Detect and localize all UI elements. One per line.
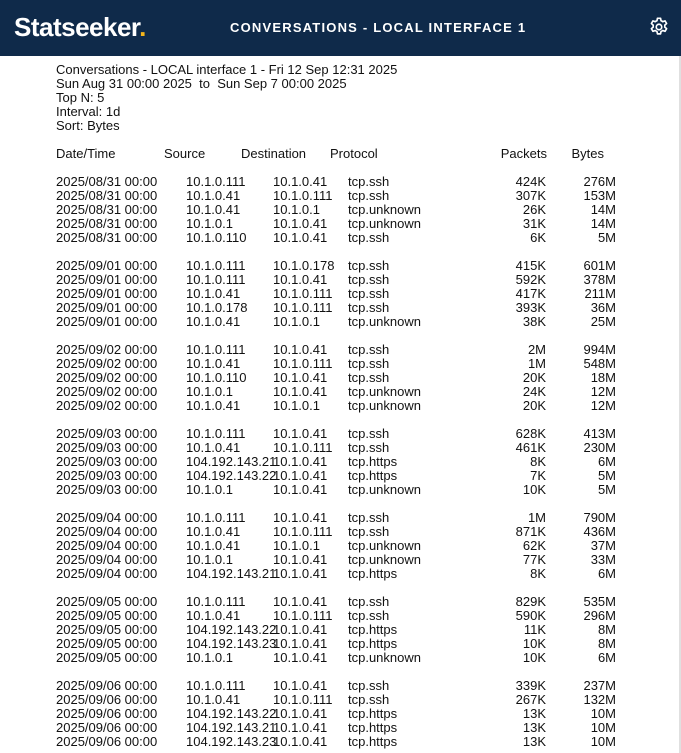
cell-destination: 10.1.0.41 [273,650,328,665]
table-row [56,693,616,707]
group-spacer [56,245,616,259]
header-packets: Packets [500,146,547,161]
table-row [56,399,616,413]
cell-datetime: 2025/09/01 00:00 [56,286,158,301]
cell-protocol: tcp.ssh [348,440,390,455]
cell-source: 10.1.0.111 [186,258,246,273]
cell-destination: 10.1.0.111 [273,188,333,203]
cell-protocol: tcp.ssh [348,692,390,707]
cell-datetime: 2025/09/01 00:00 [56,272,158,287]
cell-packets: 10K [522,636,546,651]
cell-protocol: tcp.unknown [348,202,421,217]
header-source: Source [164,146,206,161]
cell-protocol: tcp.ssh [348,188,390,203]
cell-destination: 10.1.0.111 [273,524,333,539]
table-row [56,721,616,735]
cell-destination: 10.1.0.41 [273,454,328,469]
cell-bytes: 10M [590,720,616,735]
cell-bytes: 237M [583,678,616,693]
cell-bytes: 8M [597,622,616,637]
cell-bytes: 378M [583,272,616,287]
cell-protocol: tcp.ssh [348,594,390,609]
table-row [56,287,616,301]
cell-destination: 10.1.0.1 [273,314,320,329]
cell-bytes: 18M [590,370,616,385]
cell-protocol: tcp.ssh [348,286,390,301]
cell-bytes: 37M [590,538,616,553]
cell-bytes: 132M [583,692,616,707]
cell-packets: 6K [530,230,546,245]
cell-protocol: tcp.unknown [348,482,421,497]
cell-datetime: 2025/09/04 00:00 [56,566,158,581]
header-bytes: Bytes [571,146,604,161]
cell-packets: 7K [530,468,546,483]
table-row [56,455,616,469]
cell-packets: 13K [522,706,546,721]
cell-destination: 10.1.0.41 [273,622,328,637]
table-row [56,483,616,497]
cell-bytes: 14M [590,202,616,217]
report-sort: Sort: Bytes [56,118,120,133]
cell-datetime: 2025/09/06 00:00 [56,678,158,693]
table-row [56,735,616,749]
cell-datetime: 2025/09/03 00:00 [56,426,158,441]
cell-destination: 10.1.0.41 [273,272,328,287]
table-row [56,273,616,287]
table-row [56,203,616,217]
cell-bytes: 36M [590,300,616,315]
cell-bytes: 153M [583,188,616,203]
cell-source: 104.192.143.22 [186,468,277,483]
cell-protocol: tcp.https [348,720,398,735]
cell-bytes: 6M [597,650,616,665]
cell-packets: 20K [522,370,546,385]
logo-dot: . [139,12,146,42]
table-row [56,189,616,203]
cell-protocol: tcp.https [348,468,398,483]
cell-source: 10.1.0.111 [186,272,246,287]
cell-destination: 10.1.0.111 [273,300,333,315]
cell-destination: 10.1.0.41 [273,552,328,567]
cell-source: 10.1.0.111 [186,342,246,357]
cell-bytes: 5M [597,482,616,497]
group-spacer [56,581,616,595]
cell-destination: 10.1.0.41 [273,174,328,189]
conversations-table [56,147,616,749]
cell-source: 10.1.0.41 [186,608,241,623]
cell-packets: 592K [515,272,546,287]
table-row [56,595,616,609]
cell-protocol: tcp.ssh [348,356,390,371]
cell-bytes: 6M [597,454,616,469]
header-destination: Destination [241,146,307,161]
cell-bytes: 211M [584,286,616,301]
header-datetime: Date/Time [56,146,116,161]
cell-protocol: tcp.ssh [348,426,390,441]
cell-source: 104.192.143.23 [186,734,277,749]
cell-datetime: 2025/09/01 00:00 [56,258,158,273]
top-bar [0,0,681,56]
cell-packets: 8K [530,454,546,469]
cell-source: 10.1.0.41 [186,524,241,539]
cell-bytes: 296M [583,608,616,623]
cell-source: 10.1.0.110 [186,370,247,385]
cell-packets: 424K [515,174,546,189]
table-row [56,259,616,273]
cell-source: 10.1.0.111 [186,510,246,525]
cell-protocol: tcp.ssh [348,524,390,539]
cell-source: 104.192.143.22 [186,622,277,637]
table-row [56,623,616,637]
cell-destination: 10.1.0.41 [273,426,328,441]
cell-bytes: 25M [590,314,616,329]
cell-bytes: 10M [590,734,616,749]
cell-datetime: 2025/09/02 00:00 [56,342,158,357]
report-content [0,56,681,753]
report-title: Conversations - LOCAL interface 1 - Fri 12 Sep 12:31 2025 [56,62,398,77]
cell-datetime: 2025/09/02 00:00 [56,398,158,413]
cell-packets: 38K [522,314,546,329]
cell-destination: 10.1.0.178 [273,258,335,273]
cell-packets: 393K [515,300,546,315]
cell-protocol: tcp.ssh [348,510,390,525]
cell-packets: 871K [515,524,546,539]
cell-source: 10.1.0.178 [186,300,248,315]
cell-source: 10.1.0.41 [186,440,241,455]
cell-source: 10.1.0.41 [186,538,241,553]
cell-packets: 11K [523,622,546,637]
table-row [56,651,616,665]
cell-protocol: tcp.unknown [348,384,421,399]
report-header [56,63,397,133]
cell-packets: 829K [515,594,546,609]
cell-destination: 10.1.0.1 [273,202,320,217]
cell-protocol: tcp.https [348,454,398,469]
cell-bytes: 33M [590,552,616,567]
cell-protocol: tcp.ssh [348,174,390,189]
cell-protocol: tcp.unknown [348,552,421,567]
table-row [56,231,616,245]
report-top-n: Top N: 5 [56,90,105,105]
cell-datetime: 2025/09/03 00:00 [56,482,158,497]
cell-protocol: tcp.ssh [348,342,390,357]
cell-protocol: tcp.ssh [348,678,390,693]
table-row [56,609,616,623]
cell-protocol: tcp.https [348,636,398,651]
cell-bytes: 535M [583,594,616,609]
cell-source: 10.1.0.111 [186,174,246,189]
cell-source: 10.1.0.41 [186,188,241,203]
cell-source: 10.1.0.41 [186,286,241,301]
cell-protocol: tcp.ssh [348,300,390,315]
cell-protocol: tcp.unknown [348,216,421,231]
cell-destination: 10.1.0.41 [273,594,328,609]
cell-bytes: 601M [583,258,616,273]
cell-datetime: 2025/09/06 00:00 [56,720,158,735]
cell-packets: 10K [522,482,546,497]
cell-packets: 62K [522,538,546,553]
cell-destination: 10.1.0.41 [273,510,328,525]
cell-protocol: tcp.ssh [348,230,390,245]
cell-source: 104.192.143.21 [186,566,277,581]
cell-source: 10.1.0.1 [186,552,233,567]
cell-datetime: 2025/09/02 00:00 [56,356,158,371]
cell-datetime: 2025/09/04 00:00 [56,552,158,567]
table-header [56,147,616,161]
cell-datetime: 2025/08/31 00:00 [56,202,158,217]
cell-datetime: 2025/09/04 00:00 [56,510,158,525]
cell-packets: 13K [522,734,546,749]
cell-destination: 10.1.0.111 [273,608,333,623]
cell-destination: 10.1.0.41 [273,370,328,385]
cell-bytes: 994M [583,342,616,357]
statseeker-logo[interactable] [14,11,146,43]
table-row [56,441,616,455]
cell-datetime: 2025/09/05 00:00 [56,636,158,651]
cell-source: 10.1.0.41 [186,314,241,329]
cell-datetime: 2025/09/05 00:00 [56,650,158,665]
cell-datetime: 2025/08/31 00:00 [56,188,158,203]
cell-protocol: tcp.https [348,622,398,637]
cell-bytes: 12M [590,398,616,413]
cell-datetime: 2025/09/05 00:00 [56,594,158,609]
cell-destination: 10.1.0.41 [273,230,328,245]
page-title: CONVERSATIONS - LOCAL INTERFACE 1 [230,20,527,35]
cell-bytes: 413M [583,426,616,441]
cell-packets: 590K [515,608,546,623]
cell-datetime: 2025/09/03 00:00 [56,468,158,483]
cell-packets: 461K [515,440,546,455]
cell-bytes: 5M [597,468,616,483]
cell-destination: 10.1.0.41 [273,734,328,749]
group-spacer [56,665,616,679]
cell-packets: 2M [527,342,546,357]
cell-destination: 10.1.0.41 [273,706,328,721]
table-row [56,469,616,483]
cell-datetime: 2025/08/31 00:00 [56,230,158,245]
cell-protocol: tcp.ssh [348,608,390,623]
cell-destination: 10.1.0.41 [273,216,328,231]
cell-bytes: 230M [583,440,616,455]
cell-protocol: tcp.unknown [348,650,421,665]
cell-bytes: 276M [583,174,616,189]
group-spacer [56,413,616,427]
cell-protocol: tcp.unknown [348,314,421,329]
cell-destination: 10.1.0.111 [273,356,333,371]
cell-protocol: tcp.https [348,706,398,721]
group-spacer [56,497,616,511]
report-range: Sun Aug 31 00:00 2025 to Sun Sep 7 00:00 2025 [56,76,347,91]
cell-packets: 307K [515,188,546,203]
table-row [56,343,616,357]
report-interval: Interval: 1d [56,104,121,119]
cell-source: 104.192.143.22 [186,706,277,721]
table-row [56,539,616,553]
cell-datetime: 2025/08/31 00:00 [56,216,158,231]
group-spacer [56,329,616,343]
cell-destination: 10.1.0.1 [273,398,320,413]
table-row [56,315,616,329]
gear-icon[interactable] [648,16,670,38]
cell-bytes: 6M [597,566,616,581]
cell-source: 104.192.143.21 [186,720,277,735]
cell-destination: 10.1.0.41 [273,636,328,651]
group-spacer [56,161,616,175]
cell-destination: 10.1.0.41 [273,468,328,483]
cell-source: 10.1.0.111 [186,678,246,693]
cell-packets: 31K [522,216,546,231]
table-row [56,525,616,539]
table-row [56,217,616,231]
cell-datetime: 2025/09/01 00:00 [56,314,158,329]
table-row [56,385,616,399]
cell-protocol: tcp.https [348,566,398,581]
table-row [56,427,616,441]
cell-source: 10.1.0.111 [186,594,246,609]
cell-datetime: 2025/09/01 00:00 [56,300,158,315]
cell-datetime: 2025/09/04 00:00 [56,538,158,553]
cell-protocol: tcp.ssh [348,370,390,385]
cell-packets: 10K [522,650,546,665]
cell-packets: 1M [527,510,546,525]
cell-bytes: 436M [583,524,616,539]
cell-destination: 10.1.0.41 [273,342,328,357]
cell-bytes: 790M [583,510,616,525]
cell-destination: 10.1.0.41 [273,678,328,693]
cell-packets: 628K [515,426,546,441]
cell-destination: 10.1.0.41 [273,482,328,497]
cell-datetime: 2025/09/05 00:00 [56,608,158,623]
cell-datetime: 2025/09/06 00:00 [56,734,158,749]
cell-protocol: tcp.ssh [348,272,390,287]
cell-datetime: 2025/09/05 00:00 [56,622,158,637]
cell-source: 10.1.0.110 [186,230,247,245]
cell-source: 10.1.0.1 [186,216,233,231]
cell-bytes: 548M [583,356,616,371]
cell-source: 10.1.0.1 [186,650,233,665]
cell-destination: 10.1.0.111 [273,692,333,707]
cell-bytes: 12M [590,384,616,399]
cell-packets: 26K [522,202,546,217]
cell-packets: 267K [515,692,546,707]
table-row [56,637,616,651]
cell-source: 10.1.0.1 [186,384,233,399]
cell-packets: 77K [522,552,546,567]
cell-packets: 1M [527,356,546,371]
cell-source: 10.1.0.111 [186,426,246,441]
cell-source: 10.1.0.1 [186,482,233,497]
cell-destination: 10.1.0.111 [273,286,333,301]
table-row [56,679,616,693]
cell-packets: 24K [522,384,546,399]
logo-text: Statseeker [14,12,140,42]
cell-packets: 339K [515,678,546,693]
cell-packets: 13K [522,720,546,735]
cell-datetime: 2025/08/31 00:00 [56,174,158,189]
cell-source: 104.192.143.21 [186,454,277,469]
table-row [56,707,616,721]
cell-packets: 8K [530,566,546,581]
cell-datetime: 2025/09/04 00:00 [56,524,158,539]
cell-bytes: 14M [590,216,616,231]
table-row [56,553,616,567]
cell-destination: 10.1.0.1 [273,538,320,553]
cell-datetime: 2025/09/03 00:00 [56,440,158,455]
cell-destination: 10.1.0.111 [273,440,333,455]
cell-packets: 415K [515,258,546,273]
cell-source: 10.1.0.41 [186,356,241,371]
cell-protocol: tcp.ssh [348,258,390,273]
table-row [56,567,616,581]
cell-bytes: 10M [590,706,616,721]
cell-packets: 20K [522,398,546,413]
table-row [56,371,616,385]
cell-source: 10.1.0.41 [186,398,241,413]
cell-datetime: 2025/09/02 00:00 [56,384,158,399]
table-row [56,301,616,315]
cell-datetime: 2025/09/03 00:00 [56,454,158,469]
cell-destination: 10.1.0.41 [273,720,328,735]
cell-source: 10.1.0.41 [186,692,241,707]
cell-datetime: 2025/09/02 00:00 [56,370,158,385]
cell-protocol: tcp.unknown [348,398,421,413]
table-row [56,511,616,525]
table-row [56,175,616,189]
cell-protocol: tcp.unknown [348,538,421,553]
cell-packets: 417K [515,286,546,301]
gear-icon-graphic [648,16,670,38]
header-protocol: Protocol [330,146,378,161]
cell-datetime: 2025/09/06 00:00 [56,692,158,707]
cell-protocol: tcp.https [348,734,398,749]
table-row [56,357,616,371]
cell-bytes: 8M [597,636,616,651]
cell-bytes: 5M [597,230,616,245]
cell-source: 10.1.0.41 [186,202,241,217]
cell-source: 104.192.143.23 [186,636,277,651]
cell-destination: 10.1.0.41 [273,384,328,399]
cell-destination: 10.1.0.41 [273,566,328,581]
cell-datetime: 2025/09/06 00:00 [56,706,158,721]
